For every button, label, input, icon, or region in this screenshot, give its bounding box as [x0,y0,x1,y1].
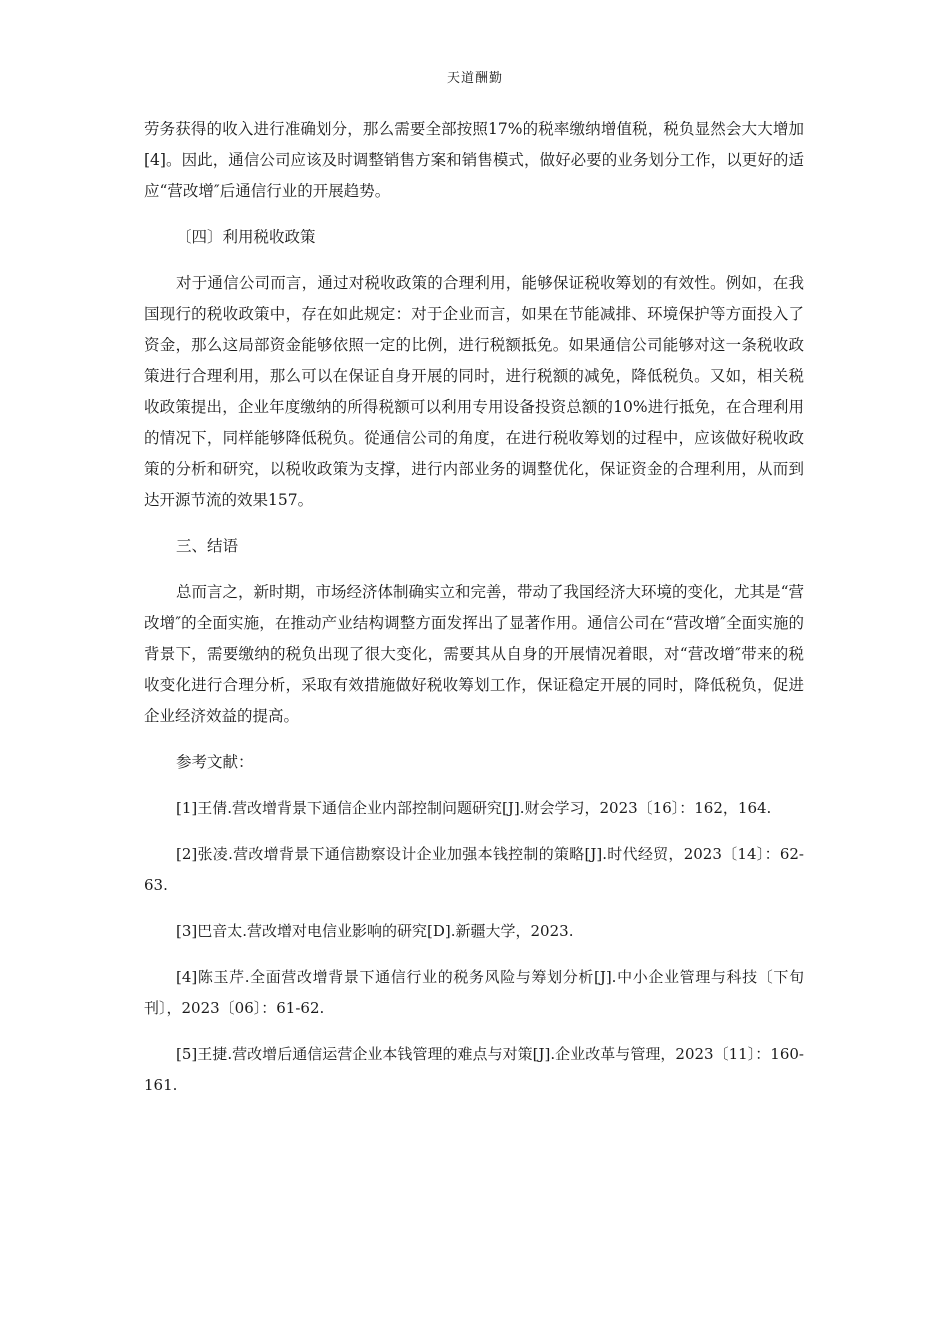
reference-item: [5]王捷.营改增后通信运营企业本钱管理的难点与对策[J].企业改革与管理，2023〔11〕：160-161. [144,1045,804,1094]
section-heading-4: 〔四〕利用税收政策 [176,228,316,246]
reference-item: [3]巴音太.营改增对电信业影响的研究[D].新疆大学，2023. [176,922,574,940]
section-heading-conclusion: 三、结语 [176,537,239,555]
conclusion-paragraph: 总而言之，新时期，市场经济体制确实立和完善，带动了我国经济大环境的变化，尤其是“营改增″的全面实施，在推动产业结构调整方面发挥出了显著作用。通信公司在“营改增″全面实施的背景下，需要缴纳的税负出现了很大变化，需要其从自身的开展情况着眼，对“营改增″带来的税收变化进行合理分析，采取有效措施做好税收筹划工作，保证稳定开展的同时，降低税负，促进企业经济效益的提高。 [144,583,804,725]
continued-paragraph: 劳务获得的收入进行准确划分，那么需要全部按照17%的税率缴纳增值税，税负显然会大大增加[4]。因此，通信公司应该及时调整销售方案和销售模式，做好必要的业务划分工作，以更好的适应“营改增″后通信行业的开展趋势。 [144,120,804,200]
reference-item: [2]张凌.营改增背景下通信勘察设计企业加强本钱控制的策略[J].时代经贸，2023〔14〕：62-63. [144,845,804,894]
references-heading: 参考文献： [176,753,254,771]
document-body [144,114,804,1116]
section-4-paragraph: 对于通信公司而言，通过对税收政策的合理利用，能够保证税收筹划的有效性。例如，在我国现行的税收政策中，存在如此规定：对于企业而言，如果在节能减排、环境保护等方面投入了资金，那么这局部资金能够依照一定的比例，进行税额抵免。如果通信公司能够对这一条税收政策进行合理利用，那么可以在保证自身开展的同时，进行税额的减免，降低税负。又如，相关税收政策提出，企业年度缴纳的所得税额可以利用专用设备投资总额的10%进行抵免，在合理利用的情况下，同样能够降低税负。從通信公司的角度，在进行税收筹划的过程中，应该做好税收政策的分析和研究，以税收政策为支撑，进行内部业务的调整优化，保证资金的合理利用，从而到达开源节流的效果157。 [144,274,804,509]
reference-item: [1]王倩.营改增背景下通信企业内部控制问题研究[J].财会学习，2023〔16〕：162，164. [176,799,772,817]
page-header: 天道酬勤 [446,71,503,86]
reference-item: [4]陈玉芹.全面营改增背景下通信行业的税务风险与筹划分析[J].中小企业管理与科技〔下旬刊〕，2023〔06〕：61-62. [144,968,804,1017]
